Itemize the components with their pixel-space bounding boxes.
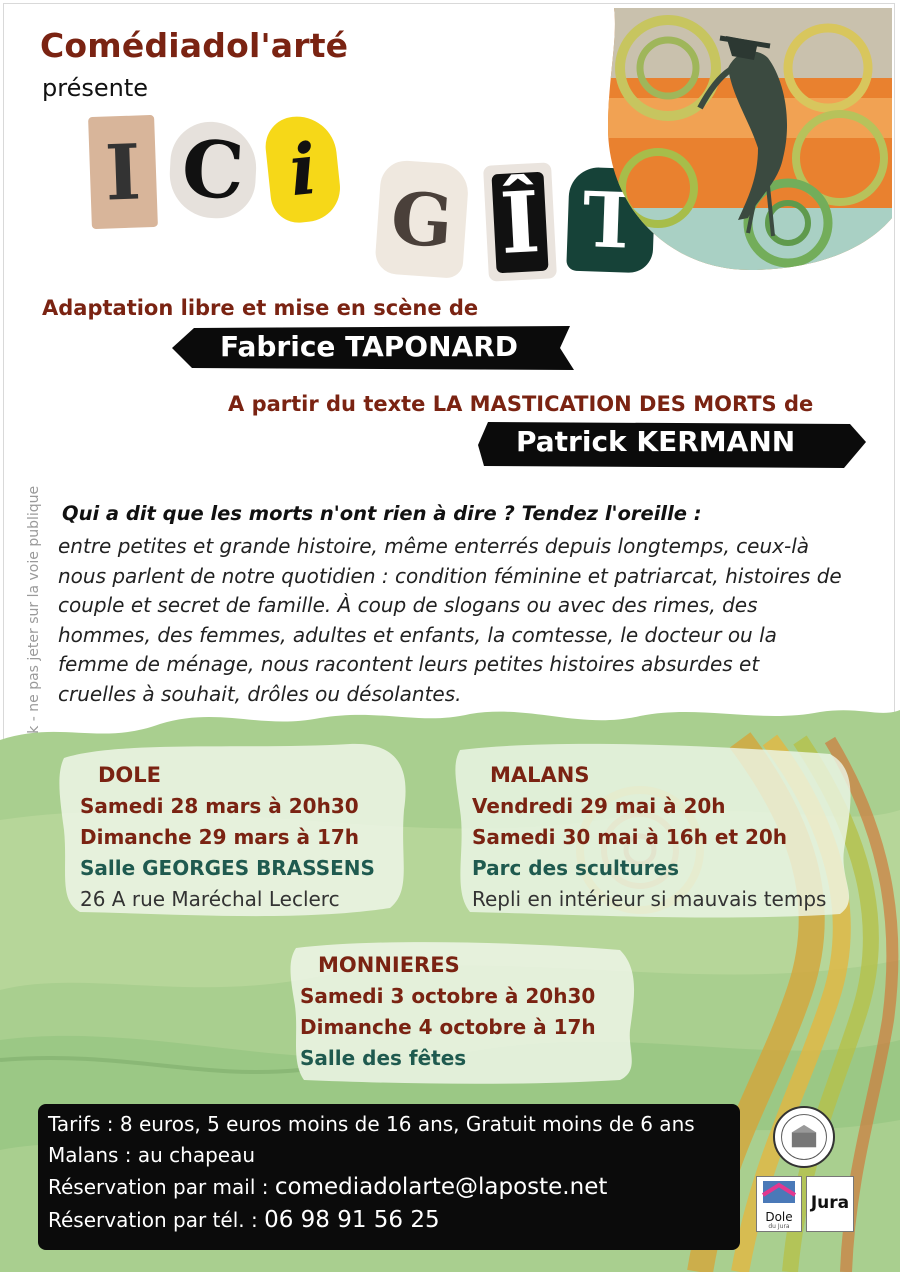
jura-logo-text: Jura xyxy=(810,1193,850,1213)
theatre-company-logo xyxy=(773,1106,835,1168)
booking-phone-link[interactable]: 06 98 91 56 25 xyxy=(264,1207,440,1233)
title-letter-text: Î xyxy=(492,171,548,273)
venue-date: Samedi 3 octobre à 20h30 xyxy=(300,984,596,1008)
venue-date: Vendredi 29 mai à 20h xyxy=(472,794,726,818)
venue-address: Repli en intérieur si mauvais temps xyxy=(472,887,827,911)
intro-line: entre petites et grande histoire, même enterrés depuis longtemps, ceux-là xyxy=(58,534,810,558)
booking-info-box xyxy=(38,1104,740,1250)
title-letter-text: I xyxy=(103,126,143,218)
venue-date: Dimanche 4 octobre à 17h xyxy=(300,1015,596,1039)
mail-booking-line xyxy=(48,1174,607,1200)
venue-monnieres xyxy=(300,950,596,1074)
venue-city: MONNIERES xyxy=(318,953,460,977)
phone-booking-line xyxy=(48,1207,440,1233)
author-name: Patrick KERMANN xyxy=(516,425,796,458)
title-letter-g xyxy=(374,159,470,279)
venue-hall: Salle GEORGES BRASSENS xyxy=(80,856,375,880)
venue-date: Samedi 30 mai à 16h et 20h xyxy=(472,825,788,849)
dole-logo-subtext: du Jura xyxy=(768,1223,790,1230)
venue-date: Dimanche 29 mars à 17h xyxy=(80,825,360,849)
dole-logo-graphic xyxy=(757,1177,801,1207)
venue-date: Samedi 28 mars à 20h30 xyxy=(80,794,359,818)
title-letter-text: i xyxy=(285,126,321,212)
title-letter-text: G xyxy=(388,174,456,264)
intro-line: femme de ménage, nous racontent leurs petites histoires absurdes et xyxy=(58,652,760,676)
intro-lead: Qui a dit que les morts n'ont rien à dire ? Tendez l'oreille : xyxy=(62,502,702,525)
prices-text: Tarifs : 8 euros, 5 euros moins de 16 ans, Gratuit moins de 6 ans xyxy=(48,1112,695,1136)
phone-label: Réservation par tél. : xyxy=(48,1208,258,1232)
venue-city: DOLE xyxy=(98,763,162,787)
malans-price-text: Malans : au chapeau xyxy=(48,1143,256,1167)
intro-line: nous parlent de notre quotidien : condition féminine et patriarcat, histoires de xyxy=(58,563,842,588)
mail-label: Réservation par mail : xyxy=(48,1175,269,1199)
venue-hall: Parc des scultures xyxy=(472,856,680,880)
title-letter-text: C xyxy=(179,122,247,218)
intro-line: couple et secret de famille. À coup de slogans ou avec des rimes, des xyxy=(58,593,758,617)
company-name: Comédiadol'arté xyxy=(40,26,349,65)
title-letter-i-circumflex xyxy=(483,162,557,281)
title-letter-text: T xyxy=(581,174,641,266)
intro-paragraph xyxy=(58,532,878,709)
source-text-label: A partir du texte LA MASTICATION DES MORTS de xyxy=(228,392,814,416)
jura-logo xyxy=(806,1176,854,1232)
venue-hall: Salle des fêtes xyxy=(300,1046,467,1070)
title-letter-i xyxy=(88,115,158,229)
dole-logo xyxy=(756,1176,802,1232)
venue-city: MALANS xyxy=(490,763,590,787)
dole-logo-text: Dole xyxy=(765,1210,793,1224)
venue-malans xyxy=(472,760,826,915)
bird-artwork-circle xyxy=(608,8,892,270)
venue-dole xyxy=(80,760,375,915)
director-name: Fabrice TAPONARD xyxy=(220,330,518,363)
venue-address: 26 A rue Maréchal Leclerc xyxy=(80,887,340,911)
title-letter-c xyxy=(168,120,259,220)
adaptation-label: Adaptation libre et mise en scène de xyxy=(42,296,479,320)
presents-label: présente xyxy=(42,74,148,102)
booking-email-link[interactable]: comediadolarte@laposte.net xyxy=(274,1174,608,1200)
intro-line: cruelles à souhait, drôles ou désolantes. xyxy=(58,681,462,706)
intro-line: hommes, des femmes, adultes et enfants, la comtesse, le docteur ou la xyxy=(58,622,777,647)
